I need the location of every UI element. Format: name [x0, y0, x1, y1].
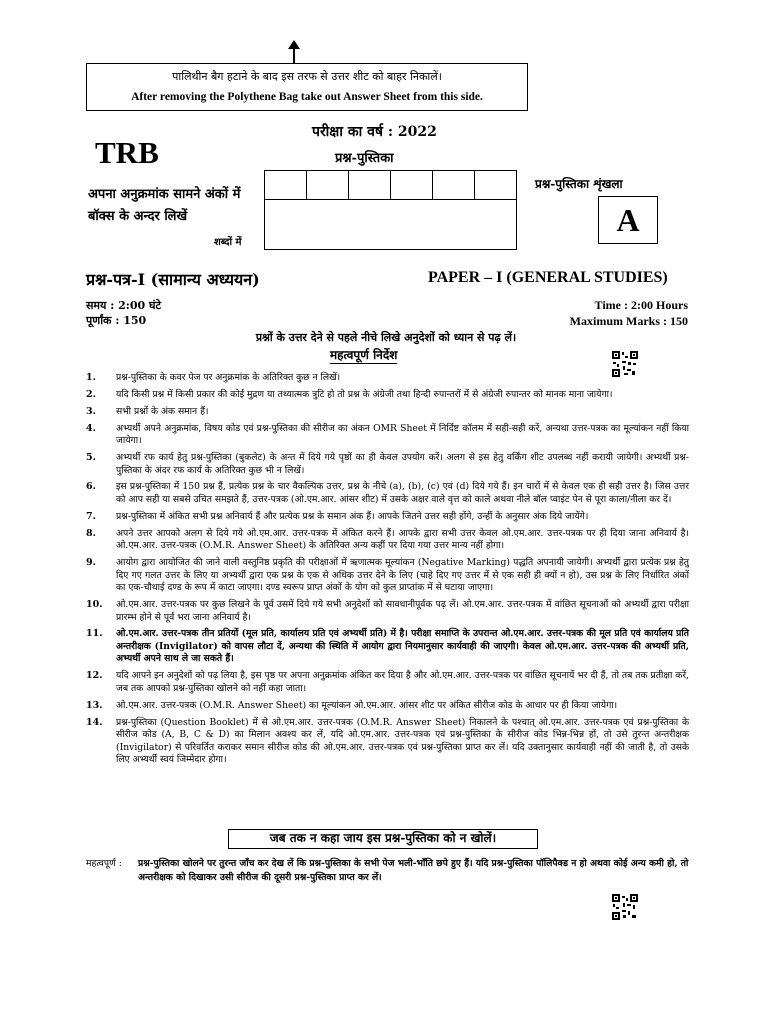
- instruction-text: प्रश्न-पुस्तिका के कवर पेज पर अनुक्रमांक के अतिरिक्त कुछ न लिखें।: [116, 372, 341, 383]
- roll-label-line-1: अपना अनुक्रमांक सामने अंकों में: [88, 187, 241, 202]
- instruction-item: [86, 599, 689, 624]
- qr-code-icon: [611, 893, 639, 921]
- instruction-text: अपने उत्तर आपको अलग से दिये गये ओ.एम.आर. उत्तर-पत्रक में अंकित करने हैं। आपके द्वारा सभी उत्तर केवल ओ.एम.आर. उत्तर-पत्रक पर ही दिया जाना अनिवार्य है। ओ.एम.आर. उत्तर-पत्रक (O.M.R. Answer Sheet) के अतिरिक्त अन्य कहीं पर दिया गया उत्तर मान्य नहीं होगा।: [116, 527, 689, 552]
- series-label: प्रश्न-पुस्तिका शृंखला: [535, 177, 623, 191]
- instruction-text: आयोग द्वारा आयोजित की जाने वाली वस्तुनिष्ठ प्रकृति की परीक्षाओं में ऋणात्मक मूल्यांकन (Negative Marking) पद्धति अपनायी जायेगी। अभ्यर्थी द्वारा प्रत्येक प्रश्न हेतु दिए गए गलत उत्तर के लिए या अभ्यर्थी द्वारा एक प्रश्न के एक से अधिक उत्तर देने के लिए (चाहे दिए गए उत्तर में से एक सही ही क्यों न हो), उस प्रश्न के लिए निर्धारित अंकों का एक-चौथाई दण्ड के रूप में काटा जाएगा। दण्ड स्वरूप प्राप्त अंकों के योग को कुल प्राप्तांक में से घटाया जाएगा।: [116, 557, 689, 594]
- trb-logo: TRB: [95, 135, 159, 170]
- instruction-text: ओ.एम.आर. उत्तर-पत्रक पर कुछ लिखने के पूर्व उसमें दिये गये सभी अनुदेशों को सावधानीपूर्वक पढ़ लें। ओ.एम.आर. उत्तर-पत्रक में वांछित सूचनाओं को अभ्यर्थी द्वारा परीक्षा प्रारम्भ होने से पूर्व भरा जाना अनिवार्य है।: [116, 599, 689, 623]
- instruction-text: इस प्रश्न-पुस्तिका में 150 प्रश्न हैं, प्रत्येक प्रश्न के चार वैकल्पिक उत्तर, प्रश्न के नीचे (a), (b), (c) एवं (d) दिये गये हैं। इन चारों में से केवल एक ही सही उत्तर है। जिस उत्तर को आप सही या सबसे उचित समझते हैं, उत्तर-पत्रक (ओ.एम.आर. आंसर शीट) में उसके अक्षर वाले वृत्त को काले अथवा नीले बॉल प्वाइंट पेन से पूरा काला/नीला कर दें।: [116, 481, 689, 505]
- instruction-item: [86, 372, 689, 385]
- paper-title-english: PAPER – I (GENERAL STUDIES): [428, 269, 668, 286]
- instruction-item: [86, 389, 689, 402]
- notice-hindi: पालिथीन बैग हटाने के बाद इस तरफ से उत्तर शीट को बाहर निकालें।: [172, 70, 442, 83]
- roll-digit-cell[interactable]: [265, 171, 307, 199]
- instruction-text: यदि किसी प्रश्न में किसी प्रकार की कोई मुद्रण या तथ्यात्मक त्रुटि हो तो प्रश्न के अंग्रेजी तथा हिन्दी रुपान्तरों में से अंग्रेजी रुपान्तर को मानक माना जायेगा।: [116, 388, 613, 400]
- instruction-item: [86, 628, 689, 666]
- instruction-number: 7.: [86, 510, 96, 522]
- roll-digit-cell[interactable]: [433, 171, 475, 199]
- instruction-item: [86, 423, 689, 448]
- important-text: प्रश्न-पुस्तिका खोलने पर तुरन्त जाँच कर देख लें कि प्रश्न-पुस्तिका के सभी पेज भली-भाँति छपे हुए हैं। यदि प्रश्न-पुस्तिका पॉलिपैक्ड न हो अथवा कोई अन्य कमी हो, तो अन्तरीक्षक को दिखाकर उसी सीरीज की दूसरी प्रश्न-पुस्तिका प्राप्त कर लें।: [138, 858, 689, 883]
- instruction-number: 3.: [86, 405, 96, 417]
- instruction-item: [86, 528, 689, 553]
- instruction-number: 1.: [86, 372, 96, 383]
- roll-digit-cells[interactable]: [265, 171, 516, 200]
- notice-english: After removing the Polythene Bag take out Answer Sheet from this side.: [131, 91, 483, 103]
- instructions-heading: महत्वपूर्ण निर्देश: [330, 348, 398, 362]
- instruction-number: 9.: [86, 557, 96, 569]
- time-marks-english: [530, 297, 688, 329]
- important-label: महत्वपूर्ण :: [86, 858, 122, 869]
- in-words-label: शब्दों में: [214, 237, 242, 248]
- instruction-number: 2.: [86, 388, 96, 400]
- read-instructions-note: प्रश्नों के उत्तर देने से पहले नीचे लिखे अनुदेशों को ध्यान से पढ़ लें।: [255, 331, 517, 344]
- instruction-item: [86, 481, 689, 506]
- series-box: A: [598, 196, 658, 244]
- instruction-number: 4.: [86, 422, 96, 434]
- booklet-title: प्रश्न-पुस्तिका: [335, 151, 394, 166]
- paper-title-hindi: प्रश्न-पत्र-I (सामान्य अध्ययन): [86, 270, 260, 289]
- roll-number-label: [88, 184, 240, 228]
- time-marks-hindi: [86, 298, 161, 328]
- instruction-item: [86, 452, 689, 477]
- time-hindi: समय : 2:00 घंटे: [86, 299, 162, 312]
- instruction-text: प्रश्न-पुस्तिका (Question Booklet) में से ओ.एम.आर. उत्तर-पत्रक (O.M.R. Answer Sheet) निकालने के पश्चात् ओ.एम.आर. उत्तर-पत्रक एवं प्रश्न-पुस्तिका के सीरीज कोड (A, B, C & D) का मिलान अवश्य कर लें, यदि ओ.एम.आर. उत्तर-पत्रक एवं प्रश्न-पुस्तिका के सीरीज कोड भिन्न-भिन्न हों, तो उसे तुरन्त अन्तरीक्षक (Invigilator) से परिवर्तित कराकर समान सीरीज कोड की ओ.एम.आर. उत्तर-पत्रक एवं प्रश्न-पुस्तिका प्राप्त कर लें। यदि उक्तानुसार कार्यवाही नहीं की जाती है, तो उसके लिए अभ्यर्थी स्वयं जिम्मेदार होगा।: [116, 716, 689, 766]
- do-not-open-notice: जब तक न कहा जाय इस प्रश्न-पुस्तिका को न खोलें।: [228, 829, 538, 849]
- roll-digit-cell[interactable]: [349, 171, 391, 199]
- marks-hindi: पूर्णांक : 150: [86, 314, 147, 327]
- instruction-text: अभ्यर्थी रफ कार्य हेतु प्रश्न-पुस्तिका (बुकलेट) के अन्त में दिये गये पृष्ठों का ही केवल उपयोग करें। अलग से इस हेतु वर्किंग शीट उपलब्ध नहीं करायी जायेगी। अभ्यर्थी प्रश्न-पुस्तिका के अंदर रफ कार्य के अतिरिक्त कुछ भी न लिखें।: [116, 452, 689, 476]
- instruction-item: [86, 406, 689, 419]
- instruction-text: प्रश्न-पुस्तिका में अंकित सभी प्रश्न अनिवार्य हैं और प्रत्येक प्रश्न के समान अंक हैं। आपके जितने उत्तर सही होंगे, उन्हीं के अनुसार अंक दिये जायेंगे।: [116, 510, 589, 522]
- instruction-item: [86, 717, 689, 767]
- instruction-number: 10.: [86, 599, 103, 611]
- instruction-item: [86, 511, 689, 524]
- instruction-number: 13.: [86, 699, 103, 711]
- instructions-list: [86, 372, 689, 771]
- roll-digit-cell[interactable]: [307, 171, 349, 199]
- important-note: [86, 857, 689, 885]
- instruction-text: अभ्यर्थी अपने अनुक्रमांक, विषय कोड एवं प्रश्न-पुस्तिका की सीरीज का अंकन OMR Sheet में निर्दिष्ट कॉलम में सही-सही करें, अन्यथा उत्तर-पत्रक का मूल्यांकन नहीं किया जायेगा।: [116, 422, 689, 447]
- instruction-number: 12.: [86, 670, 103, 682]
- instruction-item: [86, 670, 689, 695]
- marks-english: Maximum Marks : 150: [569, 314, 688, 328]
- instruction-number: 14.: [86, 716, 103, 728]
- instruction-item: [86, 700, 689, 713]
- arrow-stem: [293, 48, 295, 64]
- instruction-number: 11.: [86, 628, 103, 640]
- instruction-number: 8.: [86, 527, 96, 539]
- instruction-text: ओ.एम.आर. उत्तर-पत्रक (O.M.R. Answer Sheet) का मूल्यांकन ओ.एम.आर. आंसर शीट पर अंकित सीरीज कोड के आधार पर ही किया जायेगा।: [116, 699, 618, 711]
- polythene-notice: [86, 63, 528, 111]
- time-english: Time : 2:00 Hours: [594, 298, 688, 312]
- roll-digit-cell[interactable]: [391, 171, 433, 199]
- exam-year: परीक्षा का वर्ष : 2022: [312, 124, 437, 140]
- instruction-item: [86, 557, 689, 595]
- instruction-number: 6.: [86, 481, 96, 493]
- roll-label-line-2: बॉक्स के अन्दर लिखें: [88, 209, 188, 224]
- roll-digit-cell[interactable]: [475, 171, 516, 199]
- instruction-number: 5.: [86, 452, 96, 464]
- instruction-text: ओ.एम.आर. उत्तर-पत्रक तीन प्रतियों (मूल प्रति, कार्यालय प्रति एवं अभ्यर्थी प्रति) में है। परीक्षा समाप्ति के उपरान्त ओ.एम.आर. उत्तर-पत्रक की मूल प्रति एवं कार्यालय प्रति अन्तरीक्षक (Invigilator) को वापस लौटा दें, अन्यथा की स्थिति में आयोग द्वारा नियमानुसार कार्यवाही की जाएगी। केवल ओ.एम.आर. उत्तर-पत्रक की अभ्यर्थी प्रति, अभ्यर्थी अपने साथ ले जा सकते हैं।: [116, 628, 689, 665]
- instruction-text: सभी प्रश्नों के अंक समान हैं।: [116, 405, 209, 417]
- roll-number-box[interactable]: [264, 170, 517, 250]
- instruction-text: यदि आपने इन अनुदेशों को पढ़ लिया है, इस पृष्ठ पर अपना अनुक्रमांक अंकित कर दिया है और ओ.एम.आर. उत्तर-पत्रक पर वांछित सूचनायें भर दी हैं, तो तब तक प्रतीक्षा करें, जब तक आपको प्रश्न-पुस्तिका खोलने को नहीं कहा जाता।: [116, 670, 689, 694]
